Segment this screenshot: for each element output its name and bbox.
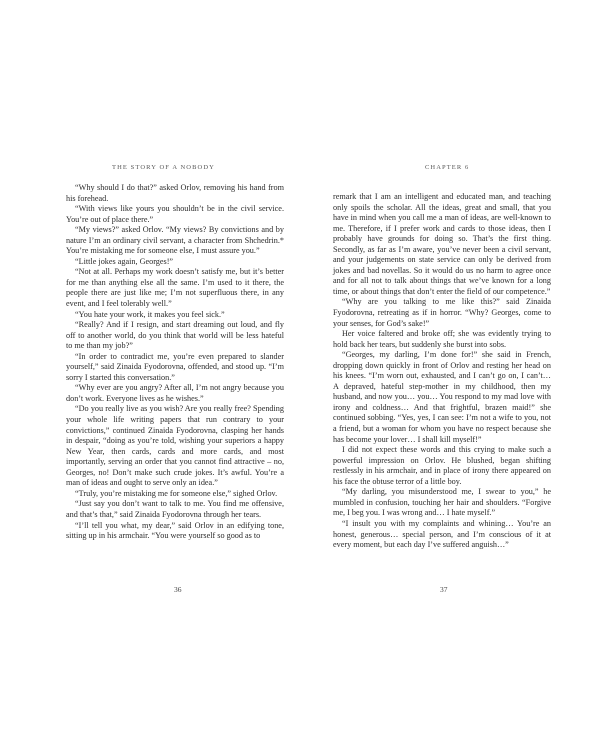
- paragraph: “Truly, you’re mistaking me for someone else,” sighed Orlov.: [75, 488, 278, 498]
- paragraph: “Why are you talking to me like this?” said Zinaida Fyodorovna, retreating as if in horror. “Why? Georges, come to your senses, for God’s sake!”: [333, 297, 551, 328]
- paragraph: “I’ll tell you what, my dear,” said Orlov in an edifying tone, sitting up in his armchair. “You were yourself so good as to: [66, 520, 284, 541]
- running-head-right: CHAPTER 6: [425, 164, 470, 171]
- paragraph: “Little jokes again, Georges!”: [75, 256, 174, 266]
- paragraph: “My darling, you misunderstood me, I swear to you,” he mumbled in confusion, touching her hair and shoulders. “Forgive me, I beg you. I was wrong and… I hate myself.”: [333, 487, 551, 518]
- paragraph: “Really? And if I resign, and start dreaming out loud, and fly off to another world, do you think that world will be less hateful to me than my job?”: [66, 320, 284, 351]
- paragraph: “Not at all. Perhaps my work doesn’t satisfy me, but it’s better for me than anything else all the same. I’m used to it there, the people there are just like me; I’m not superfluous there, in any event, and I feel tolerably well.”: [66, 267, 284, 309]
- paragraph: “Do you really live as you wish? Are you really free? Spending your whole life writing papers that run contrary to your convictions,” continued Zinaida Fyodorovna, clasping her hands in despair, “doing as you’re told, wishing your superiors a happy New Year, then cards, cards and more cards, and most importantly, serving an order that you cannot find attractive – no, Georges, no! Don’t make such crude jokes. It’s awful. You’re a man of ideas and ought to serve only an idea.”: [66, 404, 284, 488]
- paragraph: “You hate your work, it makes you feel sick.”: [75, 309, 225, 319]
- page-number-right: 37: [440, 585, 448, 594]
- paragraph: I did not expect these words and this crying to make such a powerful impression on Orlov. He blushed, began shifting restlessly in his armchair, and in place of irony there appeared on his face the obtuse terror of a little boy.: [333, 445, 551, 486]
- paragraph: “With views like yours you shouldn’t be in the civil service. You’re out of place there.”: [66, 204, 284, 224]
- page-number-left: 36: [174, 585, 182, 594]
- paragraph: “Just say you don’t want to talk to me. You find me offensive, and that’s that,” said Zinaida Fyodorovna through her tears.: [66, 499, 284, 519]
- paragraph-continued: remark that I am an intelligent and educated man, and teaching only spoils the scholar. All the ideas, great and small, that you have in mind when you call me a man of ideas, are well-known to me. Therefore, if I prefer work and cards to those ideas, then I probably have grounds for doing so. That’s the first thing. Secondly, as far as I’m aware, you’ve never been a civil servant, and your judgements on state service can only be derived from jokes and bad novellas. So it would do us no harm to agree once and for all not to talk about things that we’ve known for a long time, or about things that don’t enter the field of our competence.”: [333, 192, 551, 296]
- paragraph: “I insult you with my complaints and whining… You’re an honest, generous… special person, and I’m conscious of it at every moment, but each day I’ve suffered anguish…”: [333, 518, 551, 550]
- paragraph: “Georges, my darling, I’m done for!” she said in French, dropping down quickly in front of Orlov and resting her head on his knees. “I’m worn out, exhausted, and I can’t go on, I can’t… A depraved, hateful step-mother in my childhood, then my husband, and now you… you… You respond to my mad love with irony and coldness… And that frightful, brazen maid!” she continued sobbing. “Yes, yes, I can see: I’m not a wife to you, not a friend, but a woman for whom you have no respect because she has become your lover… I shall kill myself!”: [333, 350, 551, 444]
- right-page-text: [333, 192, 551, 551]
- running-head-left: THE STORY OF A NOBODY: [112, 164, 215, 171]
- paragraph: “In order to contradict me, you’re even prepared to slander yourself,” said Zinaida Fyodorovna, offended, and stood up. “I’m sorry I started this conversation.”: [66, 351, 284, 382]
- paragraph: “Why should I do that?” asked Orlov, removing his hand from his forehead.: [66, 183, 284, 203]
- paragraph: “Why ever are you angry? After all, I’m not angry because you don’t work. Everyone lives as he wishes.”: [66, 383, 284, 403]
- paragraph: “My views?” asked Orlov. “My views? By convictions and by nature I’m an ordinary civil servant, a character from Shchedrin.* You’re mistaking me for someone else, I must assure you.”: [66, 225, 284, 256]
- paragraph: Her voice faltered and broke off; she was evidently trying to hold back her tears, but suddenly she burst into sobs.: [333, 329, 551, 349]
- right-page: [300, 0, 600, 750]
- left-page-text: [66, 183, 284, 542]
